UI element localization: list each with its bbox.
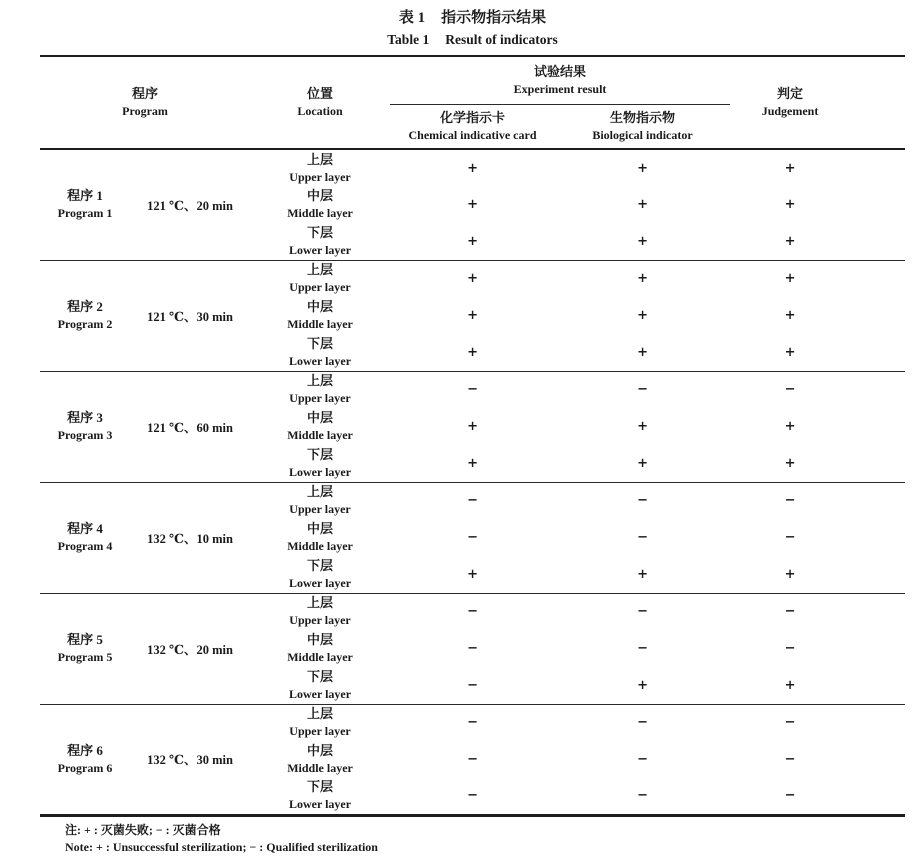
location-zh: 上层: [307, 373, 334, 389]
judgement-result-cell: +: [784, 677, 796, 693]
location-zh: 下层: [307, 557, 334, 573]
col-header-chemical-zh: 化学指示卡: [440, 109, 506, 125]
results-table: [40, 55, 905, 817]
condition-cell: 121 ℃、30 min: [147, 309, 233, 324]
program-block-4: [40, 482, 905, 593]
location-cell: [250, 149, 390, 186]
program-name-cell: [40, 260, 130, 371]
program-name-zh: 程序 3: [67, 410, 103, 425]
judgement-result-cell: +: [784, 455, 796, 471]
location-cell: [250, 593, 390, 630]
judgement-result-cell: −: [784, 715, 796, 731]
judgement-result-cell: −: [784, 382, 796, 398]
chemical-result-cell: +: [467, 566, 478, 582]
location-cell: [250, 408, 390, 445]
program-name-en: Program 4: [57, 539, 113, 553]
table-title-zh: 指示物指示结果: [441, 10, 547, 26]
biological-result-cell: −: [637, 641, 648, 656]
program-name-en: Program 2: [57, 317, 113, 331]
location-zh: 中层: [307, 188, 334, 203]
program-name-cell: [40, 704, 130, 815]
biological-result-cell: −: [637, 604, 648, 620]
judgement-result-cell: +: [784, 160, 796, 176]
biological-result-cell: −: [637, 752, 648, 767]
table-row: [40, 482, 905, 519]
table-footnotes: [65, 822, 905, 856]
program-name-zh: 程序 1: [67, 188, 103, 204]
location-en: Lower layer: [288, 686, 352, 701]
location-cell: [250, 630, 390, 667]
chemical-result-cell: −: [467, 530, 478, 545]
location-en: Middle layer: [287, 317, 353, 331]
biological-result-cell: +: [637, 677, 648, 693]
location-en: Lower layer: [288, 575, 352, 590]
biological-result-cell: −: [637, 715, 648, 731]
location-en: Middle layer: [287, 206, 353, 220]
program-block-1: [40, 149, 905, 260]
judgement-result-cell: −: [784, 788, 796, 804]
col-header-biological: [555, 104, 730, 149]
judgement-result-cell: +: [784, 344, 796, 360]
location-zh: 下层: [307, 224, 334, 240]
program-name-cell: [40, 371, 130, 482]
location-en: Lower layer: [288, 242, 352, 257]
program-name-en: Program 3: [57, 428, 113, 442]
location-zh: 中层: [307, 299, 334, 314]
location-en: Lower layer: [288, 464, 352, 479]
chemical-result-cell: −: [467, 382, 478, 398]
col-header-chemical-en: Chemical indicative card: [408, 127, 537, 142]
col-header-experiment-result-zh: 试验结果: [534, 63, 587, 79]
judgement-result-cell: +: [784, 233, 796, 249]
biological-result-cell: +: [637, 308, 648, 323]
judgement-result-cell: −: [784, 530, 796, 545]
location-cell: [250, 519, 390, 556]
chemical-result-cell: +: [467, 308, 478, 323]
col-header-judgement: [730, 56, 905, 149]
judgement-result-cell: +: [784, 197, 796, 212]
location-cell: [250, 334, 390, 371]
col-header-location: [250, 56, 390, 149]
col-header-chemical: [390, 104, 555, 149]
col-header-biological-zh: 生物指示物: [610, 109, 676, 125]
table-row: [40, 593, 905, 630]
location-zh: 下层: [307, 779, 334, 795]
location-en: Middle layer: [287, 650, 353, 664]
location-zh: 中层: [307, 743, 334, 758]
program-name-cell: [40, 593, 130, 704]
chemical-result-cell: +: [467, 455, 478, 471]
judgement-result-cell: +: [784, 271, 796, 287]
program-name-zh: 程序 5: [67, 632, 103, 647]
col-header-location-zh: 位置: [307, 86, 334, 101]
page-title-en: [40, 29, 905, 50]
table-header: [40, 56, 905, 149]
judgement-result-cell: −: [784, 641, 796, 656]
condition-cell: 132 ℃、20 min: [147, 642, 233, 657]
program-block-3: [40, 371, 905, 482]
location-zh: 下层: [307, 668, 334, 684]
location-zh: 上层: [307, 151, 334, 167]
table-row: [40, 260, 905, 297]
condition-cell: 132 ℃、30 min: [147, 753, 233, 767]
chemical-result-cell: +: [467, 197, 478, 212]
program-name-cell: [40, 482, 130, 593]
judgement-result-cell: +: [784, 566, 796, 582]
location-zh: 中层: [307, 632, 334, 647]
col-header-experiment-result: [390, 56, 730, 104]
location-cell: [250, 445, 390, 482]
location-zh: 中层: [307, 410, 334, 425]
condition-cell: 121 ℃、60 min: [147, 420, 233, 435]
biological-result-cell: +: [637, 197, 648, 212]
program-block-2: [40, 260, 905, 371]
location-en: Lower layer: [288, 797, 352, 812]
table-title-en: Result of indicators: [445, 32, 558, 47]
program-name-en: Program 5: [57, 650, 113, 664]
biological-result-cell: −: [637, 493, 648, 509]
location-en: Upper layer: [289, 169, 351, 184]
page-title-zh: [40, 8, 905, 29]
location-cell: [250, 260, 390, 297]
chemical-result-cell: +: [467, 419, 478, 434]
location-cell: [250, 778, 390, 815]
judgement-result-cell: +: [784, 419, 796, 434]
note-zh: 注: + : 灭菌失败; − : 灭菌合格: [65, 822, 221, 837]
biological-result-cell: +: [637, 455, 648, 471]
col-header-biological-en: Biological indicator: [592, 127, 693, 142]
location-zh: 下层: [307, 335, 334, 351]
col-header-program: [40, 56, 250, 149]
location-cell: [250, 704, 390, 741]
col-header-program-zh: 程序: [132, 86, 159, 101]
judgement-result-cell: −: [784, 752, 796, 767]
condition-cell: 132 ℃、10 min: [147, 531, 233, 546]
location-cell: [250, 482, 390, 519]
program-name-en: Program 6: [57, 760, 113, 775]
judgement-result-cell: +: [784, 308, 796, 323]
location-cell: [250, 223, 390, 260]
location-zh: 上层: [307, 484, 334, 500]
col-header-location-en: Location: [297, 104, 343, 118]
biological-result-cell: +: [637, 233, 648, 249]
location-zh: 下层: [307, 446, 334, 462]
location-en: Upper layer: [289, 502, 351, 517]
location-cell: [250, 297, 390, 334]
note-en: Note: + : Unsuccessful sterilization; − : Qualified sterilization: [65, 839, 378, 854]
location-cell: [250, 741, 390, 778]
location-zh: 上层: [307, 706, 334, 722]
biological-result-cell: +: [637, 419, 648, 434]
biological-result-cell: +: [637, 160, 648, 176]
biological-result-cell: −: [637, 382, 648, 398]
col-header-judgement-en: Judgement: [761, 104, 819, 118]
col-header-experiment-result-en: Experiment result: [513, 81, 607, 96]
judgement-result-cell: −: [784, 493, 796, 509]
program-name-zh: 程序 6: [67, 742, 103, 758]
biological-result-cell: −: [637, 788, 648, 804]
chemical-result-cell: −: [467, 604, 478, 620]
location-en: Upper layer: [289, 280, 351, 295]
chemical-result-cell: +: [467, 271, 478, 287]
location-zh: 上层: [307, 595, 334, 611]
chemical-result-cell: +: [467, 344, 478, 360]
table-row: [40, 149, 905, 186]
condition-cell: 121 ℃、20 min: [147, 198, 233, 213]
location-cell: [250, 371, 390, 408]
location-cell: [250, 667, 390, 704]
col-header-program-en: Program: [122, 104, 168, 118]
chemical-result-cell: +: [467, 233, 478, 249]
program-name-zh: 程序 2: [67, 299, 103, 314]
table-number-zh: 表 1: [398, 10, 426, 26]
location-cell: [250, 186, 390, 223]
location-cell: [250, 556, 390, 593]
location-zh: 上层: [307, 262, 334, 278]
chemical-result-cell: −: [467, 493, 478, 509]
location-en: Middle layer: [287, 428, 353, 442]
chemical-result-cell: +: [467, 160, 478, 176]
chemical-result-cell: −: [467, 677, 478, 693]
table-caption: [40, 8, 905, 50]
location-en: Lower layer: [288, 353, 352, 368]
chemical-result-cell: −: [467, 715, 478, 731]
location-en: Upper layer: [289, 613, 351, 628]
program-block-6: [40, 704, 905, 815]
program-name-en: Program 1: [57, 206, 113, 221]
location-en: Upper layer: [289, 391, 351, 406]
location-en: Upper layer: [289, 724, 351, 739]
biological-result-cell: +: [637, 271, 648, 287]
chemical-result-cell: −: [467, 788, 478, 804]
program-name-zh: 程序 4: [67, 521, 103, 536]
table-number-en: Table 1: [387, 32, 430, 47]
location-en: Middle layer: [287, 761, 353, 775]
chemical-result-cell: −: [467, 641, 478, 656]
program-block-5: [40, 593, 905, 704]
judgement-result-cell: −: [784, 604, 796, 620]
program-name-cell: [40, 149, 130, 260]
location-en: Middle layer: [287, 539, 353, 553]
table-row: [40, 704, 905, 741]
table-row: [40, 371, 905, 408]
biological-result-cell: +: [637, 566, 648, 582]
biological-result-cell: −: [637, 530, 648, 545]
location-zh: 中层: [307, 521, 334, 536]
biological-result-cell: +: [637, 344, 648, 360]
col-header-judgement-zh: 判定: [777, 86, 804, 101]
chemical-result-cell: −: [467, 752, 478, 767]
